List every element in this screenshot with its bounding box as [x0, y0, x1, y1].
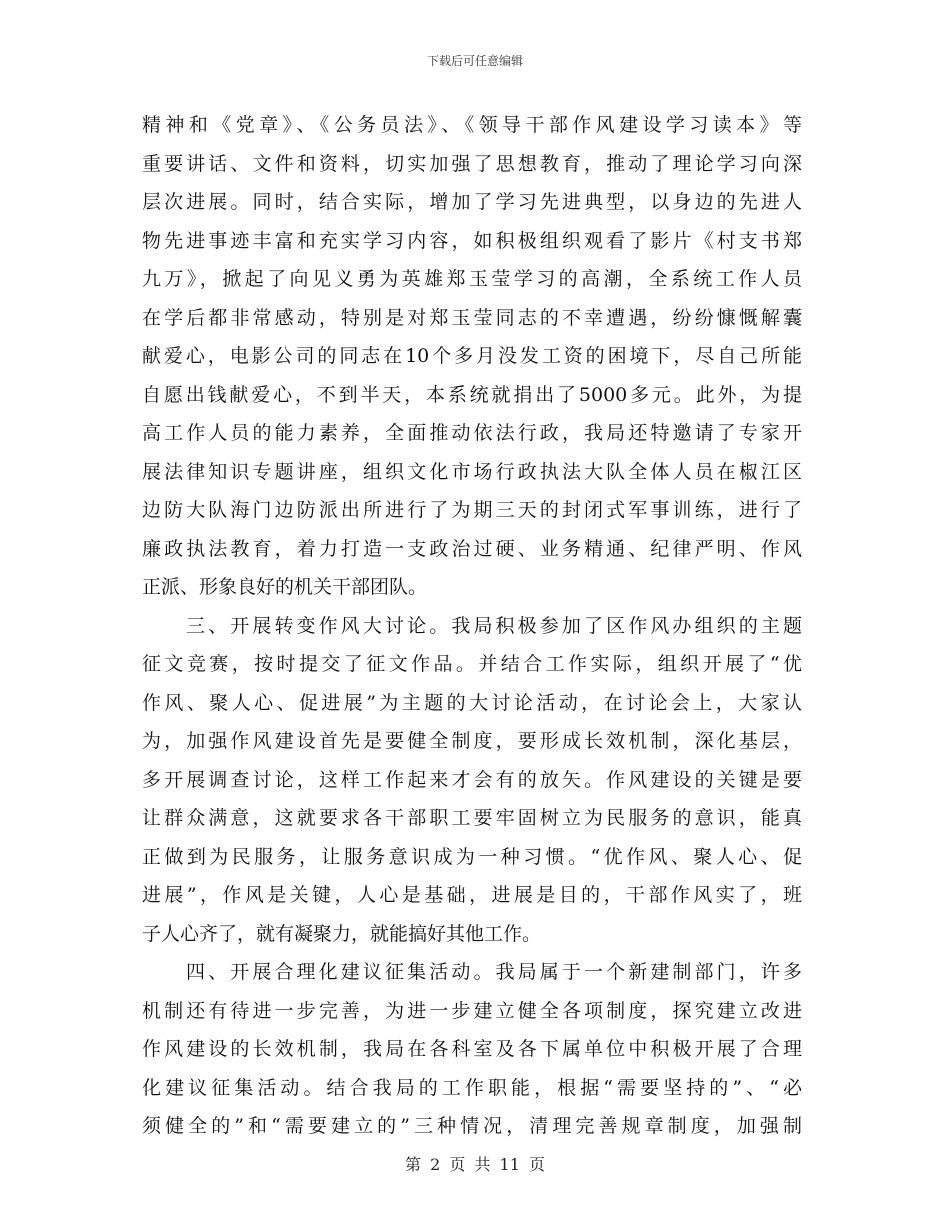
text-line: 在学后都非常感动，特别是对郑玉莹同志的不幸遭遇，纷纷慷慨解囊	[142, 306, 802, 329]
text-line: 物先进事迹丰富和充实学习内容，如积极组织观看了影片《村支书郑	[142, 229, 802, 252]
text-line: 边防大队海门边防派出所进行了为期三天的封闭式军事训练，进行了	[142, 499, 802, 521]
text-line: 让群众满意，这就要求各干部职工要牢固树立为民服务的意识，能真	[142, 807, 802, 829]
paragraph-3	[142, 953, 802, 1146]
text-line: 须健全的”和“需要建立的”三种情况，清理完善规章制度，加强制	[142, 1115, 802, 1137]
text-line: 作风、聚人心、促进展”为主题的大讨论活动，在讨论会上，大家认	[142, 691, 802, 714]
text-line: 四、开展合理化建议征集活动。我局属于一个新建制部门，许多	[186, 961, 802, 983]
text-line: 廉政执法教育，着力打造一支政治过硬、业务精通、纪律严明、作风	[142, 537, 802, 560]
text-line: 献爱心，电影公司的同志在10个多月没发工资的困境下，尽自己所能	[142, 345, 802, 367]
page-number-footer: 第 2 页 共 11 页	[405, 1155, 545, 1174]
text-line: 精神和《党章》、《公务员法》、《领导干部作风建设学习读本》等	[142, 114, 802, 136]
text-line: 化建议征集活动。结合我局的工作职能，根据“需要坚持的”、“必	[142, 1076, 802, 1099]
page-header: 下载后可任意编辑	[426, 54, 523, 68]
text-line: 为，加强作风建设首先是要健全制度，要形成长效机制，深化基层，	[142, 730, 802, 752]
paragraph-2	[142, 607, 802, 954]
text-line: 展法律知识专题讲座，组织文化市场行政执法大队全体人员在椒江区	[142, 460, 802, 483]
text-line: 层次进展。同时，结合实际，增加了学习先进典型，以身边的先进人	[142, 191, 802, 213]
text-line: 自愿出钱献爱心，不到半天，本系统就捐出了5000多元。此外，为提	[142, 383, 802, 406]
text-line: 机制还有待进一步完善，为进一步建立健全各项制度，探究建立改进	[142, 999, 802, 1022]
text-line: 高工作人员的能力素养，全面推动依法行政，我局还特邀请了专家开	[142, 422, 802, 444]
text-line: 九万》，掀起了向见义勇为英雄郑玉莹学习的高潮，全系统工作人员	[142, 268, 802, 290]
text-line: 征文竞赛，按时提交了征文作品。并结合工作实际，组织开展了“优	[142, 653, 802, 675]
text-line: 进展”，作风是关键，人心是基础，进展是目的，干部作风实了，班	[142, 884, 802, 906]
text-line: 子人心齐了，就有凝聚力，就能搞好其他工作。	[142, 922, 542, 945]
text-line: 重要讲话、文件和资料，切实加强了思想教育，推动了理论学习向深	[142, 152, 802, 175]
paragraph-1	[142, 106, 802, 607]
text-line: 正做到为民服务，让服务意识成为一种习惯。“优作风、聚人心、促	[142, 845, 802, 868]
text-line: 多开展调查讨论，这样工作起来才会有的放矢。作风建设的关键是要	[142, 768, 802, 791]
document-body	[142, 106, 802, 1146]
text-line: 三、开展转变作风大讨论。我局积极参加了区作风办组织的主题	[186, 614, 802, 637]
text-line: 作风建设的长效机制，我局在各科室及各下属单位中积极开展了合理	[142, 1038, 802, 1060]
text-line: 正派、形象良好的机关干部团队。	[142, 576, 428, 598]
